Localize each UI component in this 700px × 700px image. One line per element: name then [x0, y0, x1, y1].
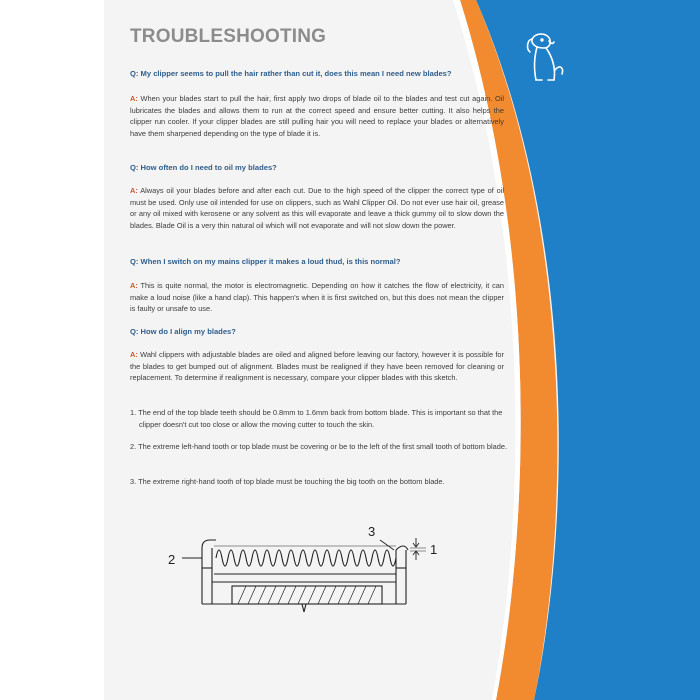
answer-label: A: — [130, 281, 138, 290]
callout-2: 2 — [168, 552, 176, 567]
answer-3 — [130, 280, 504, 315]
callout-1: 1 — [430, 542, 438, 557]
blade-alignment-sketch — [164, 518, 444, 623]
callout-3: 3 — [368, 524, 376, 539]
answer-text: Always oil your blades before and after each cut. Due to the high speed of the clipper the correct type of oil must be used. Only use oil intended for use on clippers, such as Wahl Clipper Oil. Do not ever use hair oil, grease or any oil mixed with kerosene or any solvent as this will evaporate and leave a thick gummy oil to slow down the blades. Blade Oil is a very thin natural oil which will not evaporate and will not slow down the power. — [130, 186, 505, 230]
step-2: 2. The extreme left-hand tooth or top blade must be covering or be to the left of the first small tooth of bottom blade. — [130, 442, 507, 451]
answer-text: When your blades start to pull the hair, first apply two drops of blade oil to the blades and test cut again. Oil lubricates the blades and allows them to run at the correct speed and ensure better cutting. It also helps the clipper run cooler. If your clipper blades are still pulling hair you will need to replace your blades or alternatively have them sharpened depending on the type of blade it is. — [130, 94, 504, 138]
answer-2 — [130, 185, 504, 231]
blade-diagram — [164, 518, 444, 618]
question-1: Q: My clipper seems to pull the hair rather than cut it, does this mean I need new blades? — [130, 69, 452, 78]
answer-4 — [130, 349, 504, 384]
answer-text: This is quite normal, the motor is electromagnetic. Depending on how it catches the flow of electricity, it can make a loud noise (like a hand clap). This happen's when it is first switched on, but this does not mean the clipper is faulty or unsafe to use. — [130, 281, 504, 314]
answer-label: A: — [130, 186, 138, 195]
answer-1 — [130, 93, 504, 139]
question-4: Q: How do I align my blades? — [130, 327, 236, 336]
page-title: TROUBLESHOOTING — [130, 26, 327, 47]
document-page — [104, 0, 700, 700]
step-1: 1. The end of the top blade teeth should be 0.8mm to 1.6mm back from bottom blade. This is important so that the clipper doesn't cut too close or allow the moving cutter to touch the skin. — [130, 408, 503, 429]
answer-label: A: — [130, 94, 138, 103]
answer-label: A: — [130, 350, 138, 359]
answer-text: Wahl clippers with adjustable blades are oiled and aligned before leaving our factory, however it is possible for the blades to get bumped out of alignment. Blades must be realigned if they have been removed for cleaning or replacement. To determine if realignment is necessary, compare your clipper blades with this sketch. — [130, 350, 504, 383]
question-2: Q: How often do I need to oil my blades? — [130, 163, 277, 172]
step-3: 3. The extreme right-hand tooth of top blade must be touching the big tooth on the bottom blade. — [130, 477, 445, 486]
question-3: Q: When I switch on my mains clipper it makes a loud thud, is this normal? — [130, 257, 401, 266]
